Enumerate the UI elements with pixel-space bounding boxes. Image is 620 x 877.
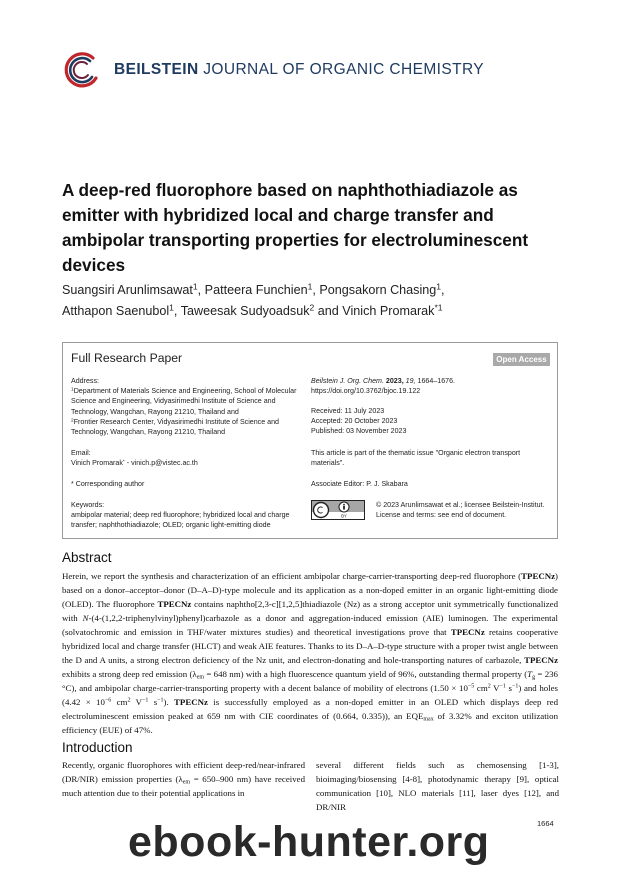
paper-type: Full Research Paper bbox=[71, 351, 183, 365]
abstract-fragment: V bbox=[130, 697, 142, 707]
introduction-heading: Introduction bbox=[62, 740, 133, 755]
abstract-text bbox=[62, 569, 558, 737]
citation-journal: Beilstein J. Org. Chem. bbox=[311, 377, 384, 385]
author-affiliation: 2 bbox=[309, 302, 315, 313]
abstract-fragment: cm bbox=[111, 697, 128, 707]
author-affiliation: 1 bbox=[307, 281, 313, 292]
author-name: Suangsiri Arunlimsawat bbox=[62, 283, 193, 297]
compound-name: TPECNz bbox=[524, 655, 558, 665]
corresponding-mark: * bbox=[122, 459, 125, 465]
license-copyright: © 2023 Arunlimsawat et al.; licensee Beilstein-Institut. bbox=[376, 501, 545, 509]
superscript: −6 bbox=[104, 697, 112, 704]
cc-by-license-icon[interactable] bbox=[311, 500, 365, 520]
abstract-fragment: retains cooperative hybridized local and charge transfer (HLCT) and weak AIE features. Thanks to its D–A–D-type structure with a proper twist angle between the D and A units, a strong electron deficiency of the Nz unit, and electron-donating and hole-transporting natures of carbazole, bbox=[62, 627, 558, 665]
compound-name: TPECNz bbox=[450, 627, 485, 637]
citation-volume: 19, bbox=[405, 377, 416, 385]
author-separator: , bbox=[173, 304, 181, 318]
author-separator: , bbox=[197, 283, 205, 297]
subscript: max bbox=[423, 716, 434, 723]
address-label: Address: bbox=[71, 377, 99, 385]
abstract-fragment: = 236 °C), and ambipolar charge-carrier-transporting property with a decent balance of mobility of electrons (1.50 × 10 bbox=[62, 669, 558, 693]
published-date: Published: 03 November 2023 bbox=[311, 427, 407, 436]
citation-pages: 1664–1676. bbox=[415, 377, 455, 385]
cc-badge-text: BY bbox=[341, 513, 347, 519]
journal-name-bold: BEILSTEIN bbox=[114, 61, 199, 78]
accepted-date: Accepted: 20 October 2023 bbox=[311, 417, 398, 426]
citation-block bbox=[311, 376, 549, 396]
author-name: Atthapon Saenubol bbox=[62, 304, 170, 318]
abstract-fragment: s bbox=[148, 697, 158, 707]
subscript: g bbox=[532, 674, 536, 681]
affiliation-2: Frontier Research Center, Vidyasirimedhi Institute of Science and Technology, Wangchan, Rayong 21210, Thailand bbox=[71, 417, 279, 437]
abstract-fragment: s bbox=[505, 683, 512, 693]
received-date: Received: 11 July 2023 bbox=[311, 407, 385, 415]
abstract-fragment: cm bbox=[474, 683, 488, 693]
email-label: Email: bbox=[71, 449, 91, 457]
journal-name bbox=[114, 61, 484, 79]
abstract-fragment: -(4-(1,2,2-triphenylvinyl)phenyl)carbazole as a donor and aggregation-induced emission (AIE) luminogen. The experimental (solvatochromic and emission in THF/water mixtures studies) and theoretical investigations prove that bbox=[62, 613, 559, 637]
subscript: em bbox=[182, 779, 191, 786]
superscript: −1 bbox=[512, 683, 519, 690]
intro-fragment: = 650–900 nm) have received much attention due to their potential applications in bbox=[62, 774, 305, 798]
compound-name: TPECNz bbox=[521, 571, 556, 581]
author-separator: , bbox=[312, 283, 320, 297]
intro-column-right: several different fields such as chemosensing [1-3], bioimaging/biosensing [4-8], photodynamic therapy [9], optical communication [10], NLO materials [11], laser dyes [12], and DR/NIR bbox=[316, 760, 559, 812]
superscript: 2 bbox=[487, 683, 491, 690]
license-block bbox=[376, 500, 546, 520]
email-block bbox=[71, 448, 303, 468]
abstract-fragment: of 3.32% and exciton utilization efficiency (EUE) of 47%. bbox=[62, 711, 558, 735]
associate-editor: Associate Editor: P. J. Skabara bbox=[311, 480, 408, 488]
dates-block bbox=[311, 406, 549, 437]
abstract-heading: Abstract bbox=[62, 550, 112, 565]
superscript: −1 bbox=[142, 697, 149, 704]
address-block bbox=[71, 376, 303, 437]
abstract-fragment: T bbox=[527, 669, 533, 679]
intro-column-left bbox=[62, 758, 305, 800]
intro-fragment: Recently, organic fluorophores with efficient deep-red/near-infrared (DR/NIR) emission properties (λ bbox=[62, 760, 305, 784]
abstract-fragment: = 648 nm) with a high fluorescence quantum yield of 96%, outstanding thermal property ( bbox=[204, 669, 528, 679]
author-affiliation: *1 bbox=[434, 302, 443, 313]
compound-name: TPECNz bbox=[174, 697, 208, 707]
author-affiliation: 1 bbox=[192, 281, 198, 292]
journal-name-rest: JOURNAL OF ORGANIC CHEMISTRY bbox=[198, 61, 485, 78]
author-name: Taweesak Sudyoadsuk bbox=[180, 304, 310, 318]
keywords-text: ambipolar material; deep red fluorophore; hybridized local and charge transfer; naphthothiadiazole; OLED; organic light-emitting diode bbox=[71, 511, 290, 530]
author-name: Patteera Funchien bbox=[204, 283, 308, 297]
author-name: Pongsakorn Chasing bbox=[319, 283, 437, 297]
abstract-fragment: exhibits a strong deep red emission (λ bbox=[62, 669, 197, 679]
abstract-fragment: contains naphtho[2,3-c][1,2,5]thiadiazole (Nz) as a strong acceptor unit symmetrically functionalized with bbox=[62, 599, 559, 623]
affiliation-1: Department of Materials Science and Engineering, School of Molecular Science and Engineering, Vidyasirimedhi Institute of Science and Technology, Wangchan, Rayong 21210, Thailand and bbox=[71, 387, 297, 416]
abstract-fragment: is successfully employed as a non-doped emitter in an OLED which displays deep red electroluminescent emission peaked at 659 nm with CIE coordinates of (0.664, 0.335)), an EQE bbox=[62, 697, 558, 721]
beilstein-logo-icon bbox=[62, 50, 102, 90]
keywords-block bbox=[71, 500, 303, 531]
keywords-label: Keywords: bbox=[71, 501, 105, 509]
superscript: −1 bbox=[499, 683, 506, 690]
thematic-issue-note[interactable]: This article is part of the thematic issue "Organic electron transport materials". bbox=[311, 449, 521, 468]
affiliation-number: 2 bbox=[71, 418, 74, 424]
abstract-fragment: Herein, we report the synthesis and characterization of an efficient ambipolar charge-carrier-transporting deep-red fluorophore ( bbox=[62, 571, 522, 581]
compound-name: TPECNz bbox=[157, 599, 192, 609]
author-separator: , bbox=[441, 283, 445, 297]
author-affiliation: 1 bbox=[169, 302, 174, 313]
watermark-text: ebook-hunter.org bbox=[128, 818, 490, 866]
abstract-fragment: N bbox=[82, 613, 89, 623]
abstract-fragment: V bbox=[490, 683, 500, 693]
author-affiliation: 1 bbox=[436, 281, 442, 292]
affiliation-number: 1 bbox=[71, 387, 74, 393]
superscript: −1 bbox=[157, 697, 164, 704]
email-address[interactable]: - vinich.p@vistec.ac.th bbox=[124, 459, 198, 468]
subscript: em bbox=[196, 674, 205, 681]
abstract-fragment: ) based on a donor–acceptor–donor (D–A–D)-type molecule and its application as a non-doped emitter in an organic light-emitting diode (OLED). The fluorophore bbox=[62, 571, 558, 609]
abstract-fragment: ). bbox=[163, 697, 175, 707]
doi-link[interactable]: https://doi.org/10.3762/bjoc.19.122 bbox=[311, 387, 421, 396]
license-terms[interactable]: License and terms: see end of document. bbox=[376, 511, 507, 520]
superscript: 2 bbox=[127, 697, 131, 704]
email-author-name: Vinich Promarak bbox=[71, 459, 123, 468]
open-access-badge[interactable]: Open Access bbox=[493, 353, 550, 366]
corresponding-note: * Corresponding author bbox=[71, 480, 145, 488]
superscript: −5 bbox=[467, 683, 475, 690]
citation-year: 2023, bbox=[385, 377, 404, 385]
article-title: A deep-red fluorophore based on naphthothiadiazole as emitter with hybridized local and charge transfer and ambipolar transporting properties for electroluminescent devices bbox=[62, 180, 529, 275]
abstract-fragment: ) and holes (4.42 × 10 bbox=[62, 683, 558, 707]
author-name: Vinich Promarak bbox=[342, 304, 435, 318]
page-number: 1664 bbox=[537, 819, 554, 828]
author-list bbox=[62, 280, 562, 322]
author-separator: and bbox=[314, 304, 343, 318]
